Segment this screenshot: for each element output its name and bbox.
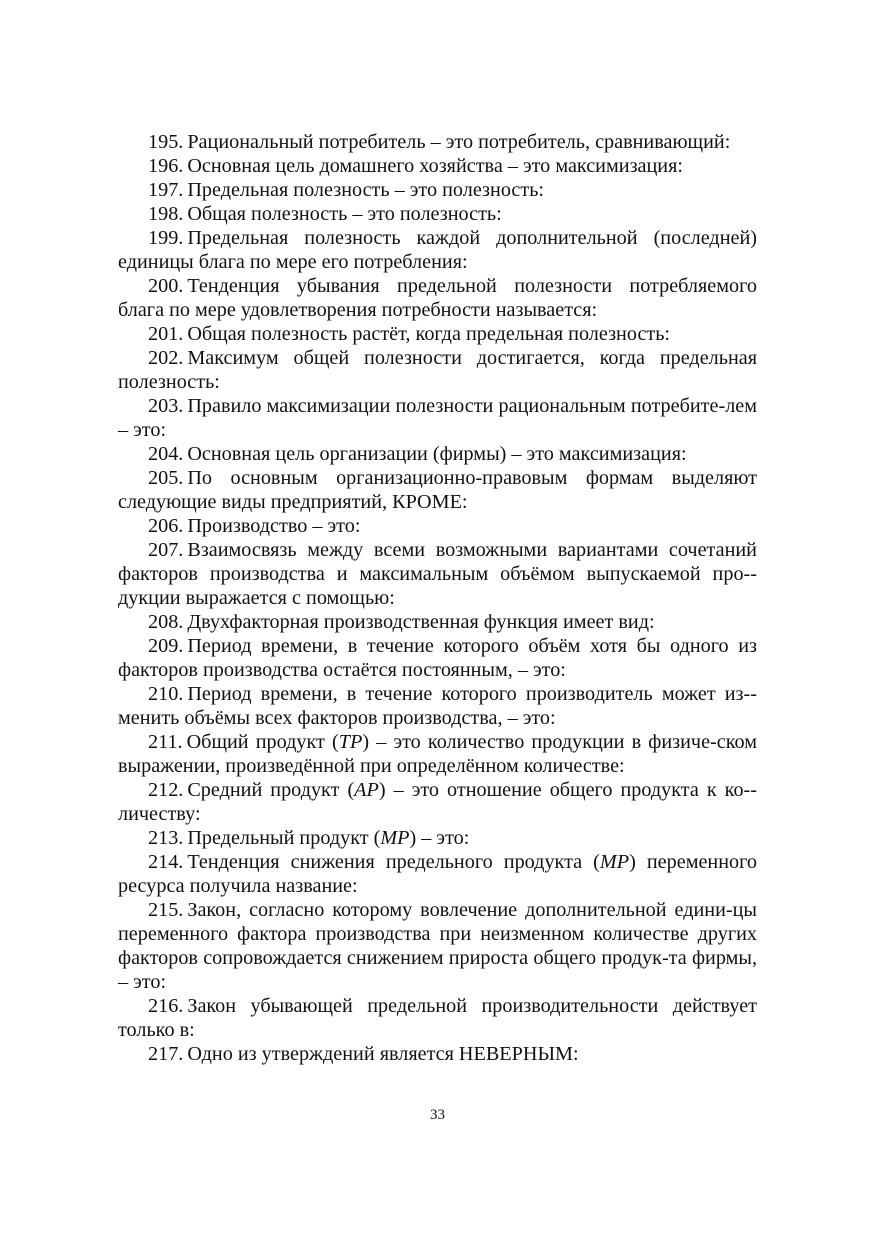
question-item (118, 994, 757, 1042)
question-item (118, 322, 757, 346)
question-item (118, 346, 757, 394)
question-number: 209. (148, 635, 184, 657)
question-number: 216. (148, 995, 184, 1017)
question-text: Средний продукт ( (187, 779, 355, 801)
question-text: Правило максимизации полезности рациональным потребите-лем – это: (118, 395, 757, 441)
question-text: Основная цель домашнего хозяйства – это максимизация: (187, 155, 684, 177)
question-item (118, 202, 757, 226)
question-text: Общая полезность – это полезность: (187, 203, 502, 225)
question-number: 202. (148, 347, 184, 369)
question-item (118, 682, 757, 730)
question-number: 210. (148, 683, 184, 705)
question-item (118, 442, 757, 466)
question-text: Предельный продукт ( (187, 827, 381, 849)
question-text: Максимум общей полезности достигается, когда предельная полезность: (118, 347, 757, 393)
question-item (118, 634, 757, 682)
question-item (118, 778, 757, 826)
question-number: 208. (148, 611, 184, 633)
question-text: Основная цель организации (фирмы) – это максимизация: (187, 443, 687, 465)
question-number: 198. (148, 203, 184, 225)
question-text: ) – это отношение общего продукта к ко-личеству: (118, 779, 757, 825)
question-item (118, 730, 757, 778)
question-text: Закон убывающей предельной производительности действует только в: (118, 995, 757, 1041)
question-list (118, 130, 757, 1066)
question-item (118, 538, 757, 610)
question-number: 215. (148, 899, 184, 921)
question-number: 211. (148, 731, 183, 753)
question-text-italic: МР (599, 851, 630, 873)
question-text: Общая полезность растёт, когда предельная полезность: (187, 323, 671, 345)
question-item (118, 226, 757, 274)
question-text: ) – это количество продукции в физиче-ском выражении, произведённой при определённом количестве: (118, 731, 757, 777)
question-item (118, 154, 757, 178)
question-text: Одно из утверждений является НЕВЕРНЫМ: (187, 1043, 579, 1065)
question-text: Тенденция снижения предельного продукта ( (187, 851, 600, 873)
question-item (118, 850, 757, 898)
question-number: 217. (148, 1043, 184, 1065)
question-text: Предельная полезность каждой дополнительной (последней) единицы блага по мере его потребления: (118, 227, 757, 273)
page-number: 33 (430, 1107, 445, 1123)
question-item (118, 394, 757, 442)
question-text: Двухфакторная производственная функция имеет вид: (187, 611, 655, 633)
question-number: 196. (148, 155, 184, 177)
question-item (118, 130, 757, 154)
question-number: 206. (148, 515, 184, 537)
question-number: 201. (148, 323, 184, 345)
question-text-italic: ТР (338, 731, 363, 753)
question-text-italic: АР (354, 779, 379, 801)
question-text: Тенденция убывания предельной полезности потребляемого блага по мере удовлетворения потребности называется: (118, 275, 757, 321)
question-item (118, 898, 757, 994)
question-text: ) – это: (409, 827, 470, 849)
question-text: Период времени, в течение которого объём хотя бы одного из факторов производства остаётся постоянным, – это: (118, 635, 757, 681)
question-number: 204. (148, 443, 184, 465)
question-number: 199. (148, 227, 184, 249)
question-item (118, 610, 757, 634)
question-number: 205. (148, 467, 184, 489)
question-number: 212. (148, 779, 184, 801)
question-number: 195. (148, 131, 184, 153)
question-item (118, 274, 757, 322)
question-number: 207. (148, 539, 184, 561)
question-item (118, 826, 757, 850)
question-text: Рациональный потребитель – это потребитель, сравнивающий: (187, 131, 731, 153)
question-text: По основным организационно-правовым формам выделяют следующие виды предприятий, КРОМЕ: (118, 467, 757, 513)
question-number: 214. (148, 851, 184, 873)
question-text: Закон, согласно которому вовлечение дополнительной едини-цы переменного фактора производства при неизменном количестве других факторов сопровождается снижением прироста общего продук-та фирмы, – это: (118, 899, 757, 993)
question-text: Производство – это: (187, 515, 361, 537)
question-number: 197. (148, 179, 184, 201)
question-text: Общий продукт ( (186, 731, 339, 753)
question-item (118, 1042, 757, 1066)
question-text-italic: МР (380, 827, 410, 849)
question-item (118, 514, 757, 538)
question-text: Период времени, в течение которого производитель может из-менить объёмы всех факторов производства, – это: (118, 683, 757, 729)
question-text: ) переменного ресурса получила название: (118, 851, 757, 897)
question-text: Предельная полезность – это полезность: (187, 179, 545, 201)
question-number: 213. (148, 827, 184, 849)
question-number: 203. (148, 395, 184, 417)
question-item (118, 466, 757, 514)
question-item (118, 178, 757, 202)
question-text: Взаимосвязь между всеми возможными вариантами сочетаний факторов производства и максимальным объёмом выпускаемой про-дукции выражается с помощью: (118, 539, 757, 609)
question-number: 200. (148, 275, 184, 297)
